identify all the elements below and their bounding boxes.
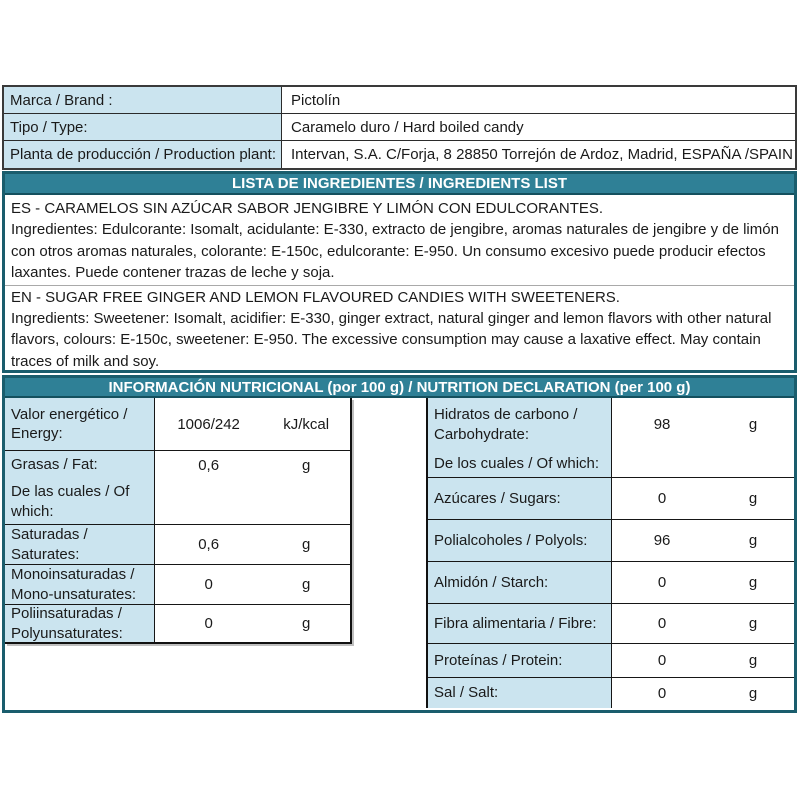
nutrition-row <box>428 562 794 604</box>
info-row <box>4 114 795 141</box>
nutrient-value: 98 <box>653 416 671 433</box>
nutrient-value: 0 <box>657 684 667 702</box>
info-value: Intervan, S.A. C/Forja, 8 28850 Torrejón de Ardoz, Madrid, ESPAÑA /SPAIN <box>291 146 793 163</box>
nutrient-unit: g <box>301 536 311 553</box>
nutrition-row <box>5 565 350 605</box>
ingredients-body <box>5 195 794 372</box>
nutrient-unit: g <box>748 532 758 549</box>
nutrient-values <box>155 451 350 479</box>
info-label: Marca / Brand : <box>4 87 282 113</box>
nutrient-label: Proteínas / Protein: <box>428 644 612 677</box>
nutrient-label: Sal / Salt: <box>428 678 612 708</box>
nutrient-values <box>612 644 794 677</box>
nutrition-body <box>5 398 794 708</box>
nutrient-label: Polialcoholes / Polyols: <box>428 520 612 561</box>
nutrition-row <box>428 478 794 520</box>
language-separator <box>5 285 794 286</box>
nutrition-row <box>428 398 794 451</box>
nutrition-row <box>5 605 350 642</box>
info-value: Caramelo duro / Hard boiled candy <box>291 118 524 136</box>
ingredients-es-title: ES - CARAMELOS SIN AZÚCAR SABOR JENGIBRE Y LIMÓN CON EDULCORANTES. <box>11 200 604 217</box>
ingredients-en-text: Ingredients: Sweetener: Isomalt, acidifier: E-330, ginger extract, natural ginger and lemon flavors with other natural flavors, colours: E-150c, sweetener: E-950. The excessive consumption may cause a laxative effect. May contain traces of milk and soy. <box>11 310 772 370</box>
nutrient-values <box>612 562 794 603</box>
nutrition-row <box>428 604 794 644</box>
info-label: Planta de producción / Production plant: <box>4 141 282 168</box>
info-label: Tipo / Type: <box>4 114 282 140</box>
nutrient-unit: g <box>301 456 311 474</box>
nutrient-unit: kJ/kcal <box>283 415 330 433</box>
nutrition-table-right <box>426 398 794 708</box>
ingredients-es-text: Ingredientes: Edulcorante: Isomalt, acidulante: E-330, extracto de jengibre, aromas naturales de jengibre y de limón con otros aromas naturales, colorante: E-150c, edulcorante: E-950. Un consumo excesivo puede producir efectos laxantes. Puede contener trazas de leche y soja. <box>11 221 779 282</box>
ingredients-en-title: EN - SUGAR FREE GINGER AND LEMON FLAVOURED CANDIES WITH SWEETENERS. <box>11 288 620 306</box>
nutrient-label: Almidón / Starch: <box>428 562 612 603</box>
nutrition-row <box>428 520 794 562</box>
nutrient-label: De los cuales / Of which: <box>428 451 612 477</box>
nutrient-value: 0,6 <box>198 536 220 553</box>
nutrient-value: 96 <box>653 532 671 549</box>
nutrient-value: 0 <box>204 615 213 632</box>
nutrient-value: 0 <box>657 652 667 669</box>
info-row <box>4 141 795 168</box>
nutrition-row <box>5 451 350 479</box>
nutrient-values <box>155 525 350 564</box>
nutrient-values <box>612 398 794 451</box>
nutrient-unit: g <box>748 652 758 669</box>
nutrient-unit: g <box>748 615 758 632</box>
nutrient-unit: g <box>748 574 758 591</box>
info-value: Pictolín <box>291 91 341 109</box>
nutrient-values <box>155 565 350 604</box>
nutrient-label: Hidratos de carbono / Carbohydrate: <box>428 398 612 451</box>
nutrition-row <box>5 479 350 525</box>
nutrient-value: 0 <box>657 615 667 632</box>
nutrient-unit: g <box>748 490 758 507</box>
nutrient-label: Grasas / Fat: <box>5 451 155 479</box>
nutrition-row <box>5 525 350 565</box>
nutrition-row <box>428 644 794 678</box>
ingredients-section <box>2 171 797 373</box>
nutrition-row <box>428 678 794 708</box>
nutrition-section <box>2 375 797 713</box>
nutrient-values <box>612 451 794 477</box>
nutrient-value: 0 <box>204 576 213 593</box>
nutrient-values <box>612 520 794 561</box>
nutrient-value: 0,6 <box>198 456 220 474</box>
nutrient-values <box>155 605 350 642</box>
nutrition-table-left <box>5 398 352 644</box>
nutrient-values <box>612 678 794 708</box>
nutrition-row <box>5 398 350 451</box>
nutrition-header: INFORMACIÓN NUTRICIONAL (por 100 g) / NUTRITION DECLARATION (per 100 g) <box>5 378 794 398</box>
info-row <box>4 87 795 114</box>
nutrient-values <box>612 478 794 519</box>
nutrient-unit: g <box>301 615 311 632</box>
ingredients-header: LISTA DE INGREDIENTES / INGREDIENTS LIST <box>5 174 794 195</box>
nutrient-values <box>155 479 350 524</box>
nutrient-label: Fibra alimentaria / Fibre: <box>428 604 612 643</box>
nutrient-values <box>612 604 794 643</box>
nutrient-label: Poliinsaturadas / Polyunsaturates: <box>5 605 155 642</box>
nutrient-label: Azúcares / Sugars: <box>428 478 612 519</box>
nutrition-row <box>428 451 794 478</box>
nutrient-unit: g <box>748 684 758 702</box>
nutrient-label: De las cuales / Of which: <box>5 479 155 524</box>
nutrient-value: 0 <box>657 490 667 507</box>
nutrient-label: Saturadas / Saturates: <box>5 525 155 564</box>
nutrient-unit: g <box>748 416 758 433</box>
nutrient-unit: g <box>301 576 311 593</box>
nutrient-value: 1006/242 <box>177 415 240 433</box>
nutrient-values <box>155 398 350 450</box>
nutrient-label: Monoinsaturadas / Mono-unsaturates: <box>5 565 155 604</box>
nutrient-value: 0 <box>657 574 667 591</box>
nutrient-label: Valor energético / Energy: <box>5 398 155 450</box>
product-info-table <box>2 85 797 170</box>
